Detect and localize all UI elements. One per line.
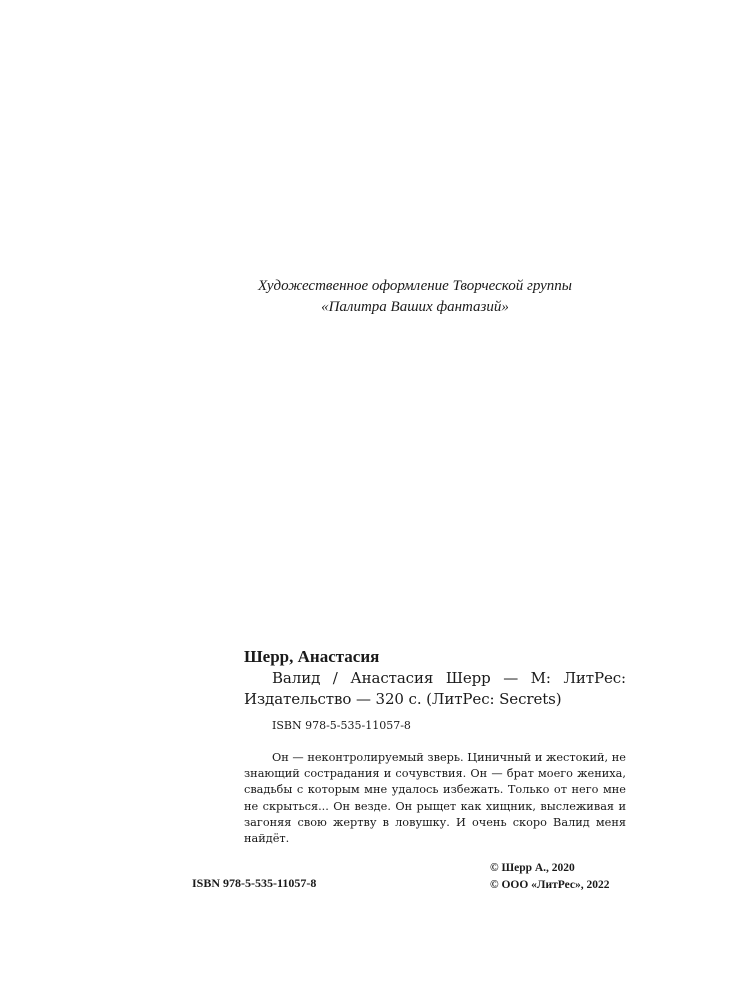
- bibliographic-entry: Валид / Анастасия Шерр — М: ЛитРес: Издательство — 320 с. (ЛитРес: Secrets): [244, 669, 626, 708]
- copyright-publisher: © ООО «ЛитРес», 2022: [490, 879, 610, 891]
- credits-line-2: «Палитра Ваших фантазий»: [321, 299, 509, 315]
- copyright-author: © Шерр А., 2020: [490, 862, 575, 874]
- author-heading: Шерр, Анастасия: [244, 647, 380, 666]
- footer-isbn: ISBN 978-5-535-11057-8: [192, 876, 317, 890]
- copyright-block: [490, 860, 610, 894]
- credits-line-1: Художественное оформление Творческой группы: [258, 278, 572, 294]
- catalog-record: [244, 646, 626, 847]
- book-annotation: Он — неконтролируемый зверь. Циничный и жестокий, не знающий сострадания и сочувствия. Он — брат моего жениха, свадьбы с которым мне удалось избежать. Только от него мне не скрыться... Он везде. Он рыщет как хищник, выслеживая и загоняя свою жертву в ловушку. И очень скоро Валид меня найдёт.: [244, 751, 626, 846]
- art-design-credits: [200, 276, 630, 318]
- catalog-isbn: ISBN 978-5-535-11057-8: [272, 719, 411, 732]
